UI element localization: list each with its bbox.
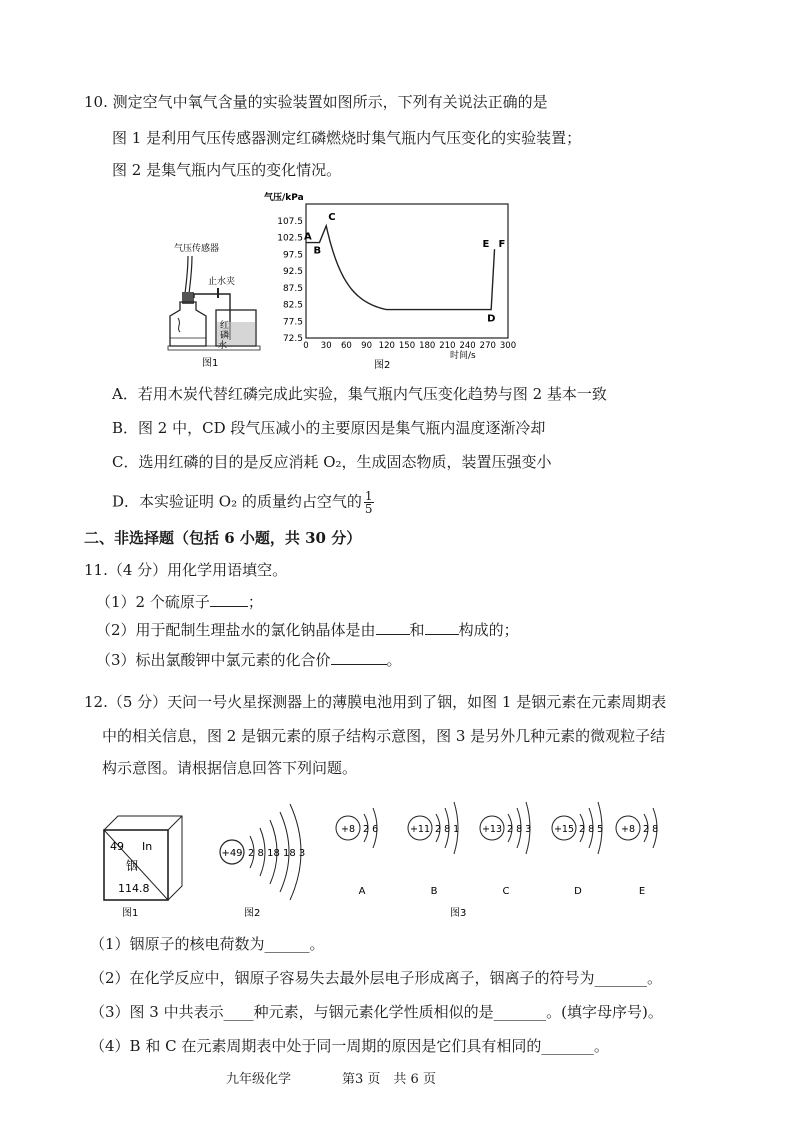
answer-blank[interactable] — [425, 620, 459, 635]
fig1-caption-q12: 图1 — [122, 908, 139, 919]
element-symbol: In — [142, 840, 153, 853]
q10-option-a: A．若用木炭代替红磷完成此实验，集气瓶内气压变化趋势与图 2 基本一致 — [112, 385, 607, 403]
fig2-xlabel: 时间/s — [450, 351, 476, 361]
q10-option-b: B．图 2 中，CD 段气压减小的主要原因是集气瓶内温度逐渐冷却 — [112, 419, 546, 437]
nucleus-charge: +15 — [553, 824, 575, 835]
q12-line2: 中的相关信息，图 2 是铟元素的原子结构示意图，图 3 是另外几种元素的微观粒子结 — [102, 727, 666, 745]
particle-letter-C: C — [502, 886, 510, 897]
nucleus-charge: +8 — [620, 824, 636, 835]
electron-counts: 2 8 — [643, 824, 659, 835]
fig1-p1: 红 — [220, 321, 230, 331]
answer-blank[interactable] — [376, 620, 410, 635]
fig1-sensor-label: 气压传感器 — [174, 244, 220, 254]
y-tick-label: 72.5 — [282, 334, 303, 344]
q10-option-d — [112, 490, 374, 515]
y-tick-label: 102.5 — [277, 233, 303, 244]
electron-counts: 2 8 1 — [435, 824, 460, 835]
fraction-numerator: 1 — [364, 489, 373, 503]
q11-sub3-text: （3）标出氯酸钾中氯元素的化合价 — [96, 651, 331, 669]
y-tick-label: 107.5 — [277, 216, 303, 227]
q11-sub1-text: （1）2 个硫原子 — [96, 593, 210, 611]
fig2-caption-q12: 图2 — [244, 908, 261, 919]
figure2-pressure-chart — [262, 190, 517, 372]
particle-letter-D: D — [574, 886, 582, 897]
figure3-particles — [330, 780, 710, 920]
x-tick-label: 240 — [459, 341, 476, 351]
particle-letter-E: E — [638, 886, 646, 897]
x-tick-label: 30 — [320, 341, 332, 351]
curve-point-label-D: D — [487, 313, 496, 325]
electron-counts: 2 6 — [363, 824, 379, 835]
fig1-water: 水 — [218, 341, 228, 351]
q12-sub2: （2）在化学反应中，铟原子容易失去最外层电子形成离子，铟离子的符号为_______。 — [90, 969, 663, 987]
q10-line2: 图 2 是集气瓶内气压的变化情况。 — [112, 161, 342, 179]
indium-shells: 2 8 18 18 3 — [248, 848, 306, 859]
fig2-caption: 图2 — [374, 360, 391, 371]
nucleus-charge: +11 — [409, 824, 431, 835]
q12-sub4: （4）B 和 C 在元素周期表中处于同一周期的原因是它们具有相同的_______。 — [90, 1037, 609, 1055]
x-tick-label: 60 — [340, 341, 352, 351]
q10-stem: 10. 测定空气中氧气含量的实验装置如图所示，下列有关说法正确的是 — [84, 93, 548, 111]
indium-nucleus: +49 — [221, 848, 243, 859]
q11-sub2-text: （2）用于配制生理盐水的氯化钠晶体是由 — [96, 621, 376, 639]
section2-heading: 二、非选择题（包括 6 小题，共 30 分） — [84, 529, 362, 547]
q11-sub3-end: 。 — [386, 651, 402, 669]
answer-blank[interactable] — [331, 650, 387, 665]
figure1-apparatus — [160, 232, 270, 372]
q12-line1: 12.（5 分）天问一号火星探测器上的薄膜电池用到了铟，如图 1 是铟元素在元素周期表 — [84, 693, 667, 711]
q11-sub2-end: 构成的； — [458, 621, 519, 639]
q11-sub2 — [96, 620, 519, 640]
x-tick-label: 210 — [439, 341, 456, 351]
fraction — [364, 490, 374, 515]
y-tick-label: 77.5 — [282, 317, 303, 328]
q11-sub2-and: 和 — [409, 621, 425, 639]
fig1-caption: 图1 — [202, 358, 219, 369]
q11-sub1 — [96, 592, 263, 612]
element-mass: 114.8 — [118, 882, 150, 895]
curve-point-label-E: E — [482, 239, 490, 251]
curve-point-label-C: C — [328, 211, 336, 223]
x-tick-label: 90 — [361, 341, 373, 351]
element-cell-indium — [96, 812, 186, 922]
q10-option-c: C．选用红磷的目的是反应消耗 O₂，生成固态物质，装置压强变小 — [112, 453, 552, 471]
electron-counts: 2 8 3 — [507, 824, 532, 835]
particle-letter-A: A — [358, 886, 366, 897]
q10-option-d-text: D．本实验证明 O₂ 的质量约占空气的 — [112, 492, 362, 511]
nucleus-charge: +13 — [481, 824, 503, 835]
x-tick-label: 300 — [499, 341, 517, 351]
element-name: 铟 — [126, 859, 139, 873]
q12-line3: 构示意图。请根据信息回答下列问题。 — [102, 759, 358, 777]
x-tick-label: 150 — [398, 341, 416, 351]
element-number: 49 — [110, 840, 124, 853]
x-tick-label: 180 — [419, 341, 436, 351]
y-tick-label: 82.5 — [282, 300, 303, 311]
y-tick-label: 87.5 — [282, 283, 303, 294]
electron-counts: 2 8 5 — [579, 824, 604, 835]
q12-sub1: （1）铟原子的核电荷数为______。 — [90, 935, 325, 953]
curve-point-label-B: B — [313, 245, 322, 257]
y-tick-label: 92.5 — [282, 267, 303, 277]
y-tick-label: 97.5 — [282, 250, 303, 261]
x-tick-label: 120 — [378, 341, 395, 351]
q10-line1: 图 1 是利用气压传感器测定红磷燃烧时集气瓶内气压变化的实验装置； — [112, 129, 582, 147]
fig1-clamp-label: 止水夹 — [208, 277, 236, 287]
nucleus-charge: +8 — [340, 824, 356, 835]
fig3-caption: 图3 — [450, 908, 467, 919]
fraction-denominator: 5 — [364, 502, 373, 516]
curve-point-label-F: F — [498, 239, 506, 251]
particle-letter-B: B — [430, 886, 438, 897]
footer-page: 第3 页 共 6 页 — [342, 1072, 436, 1087]
indium-atom-diagram — [212, 790, 332, 920]
x-tick-label: 0 — [303, 341, 309, 351]
q11-stem: 11.（4 分）用化学用语填空。 — [84, 561, 288, 579]
x-tick-label: 270 — [479, 341, 496, 351]
curve-point-label-A: A — [304, 231, 312, 243]
q12-sub3: （3）图 3 中共表示____种元素，与铟元素化学性质相似的是_______。(填字母序号)。 — [90, 1003, 663, 1021]
footer-subject: 九年级化学 — [226, 1072, 292, 1087]
fig1-p2: 磷 — [220, 331, 230, 341]
q11-sub1-end: ； — [247, 593, 263, 611]
fig2-ylabel: 气压/kPa — [264, 193, 304, 203]
q11-sub3 — [96, 650, 402, 670]
answer-blank[interactable] — [210, 592, 248, 607]
